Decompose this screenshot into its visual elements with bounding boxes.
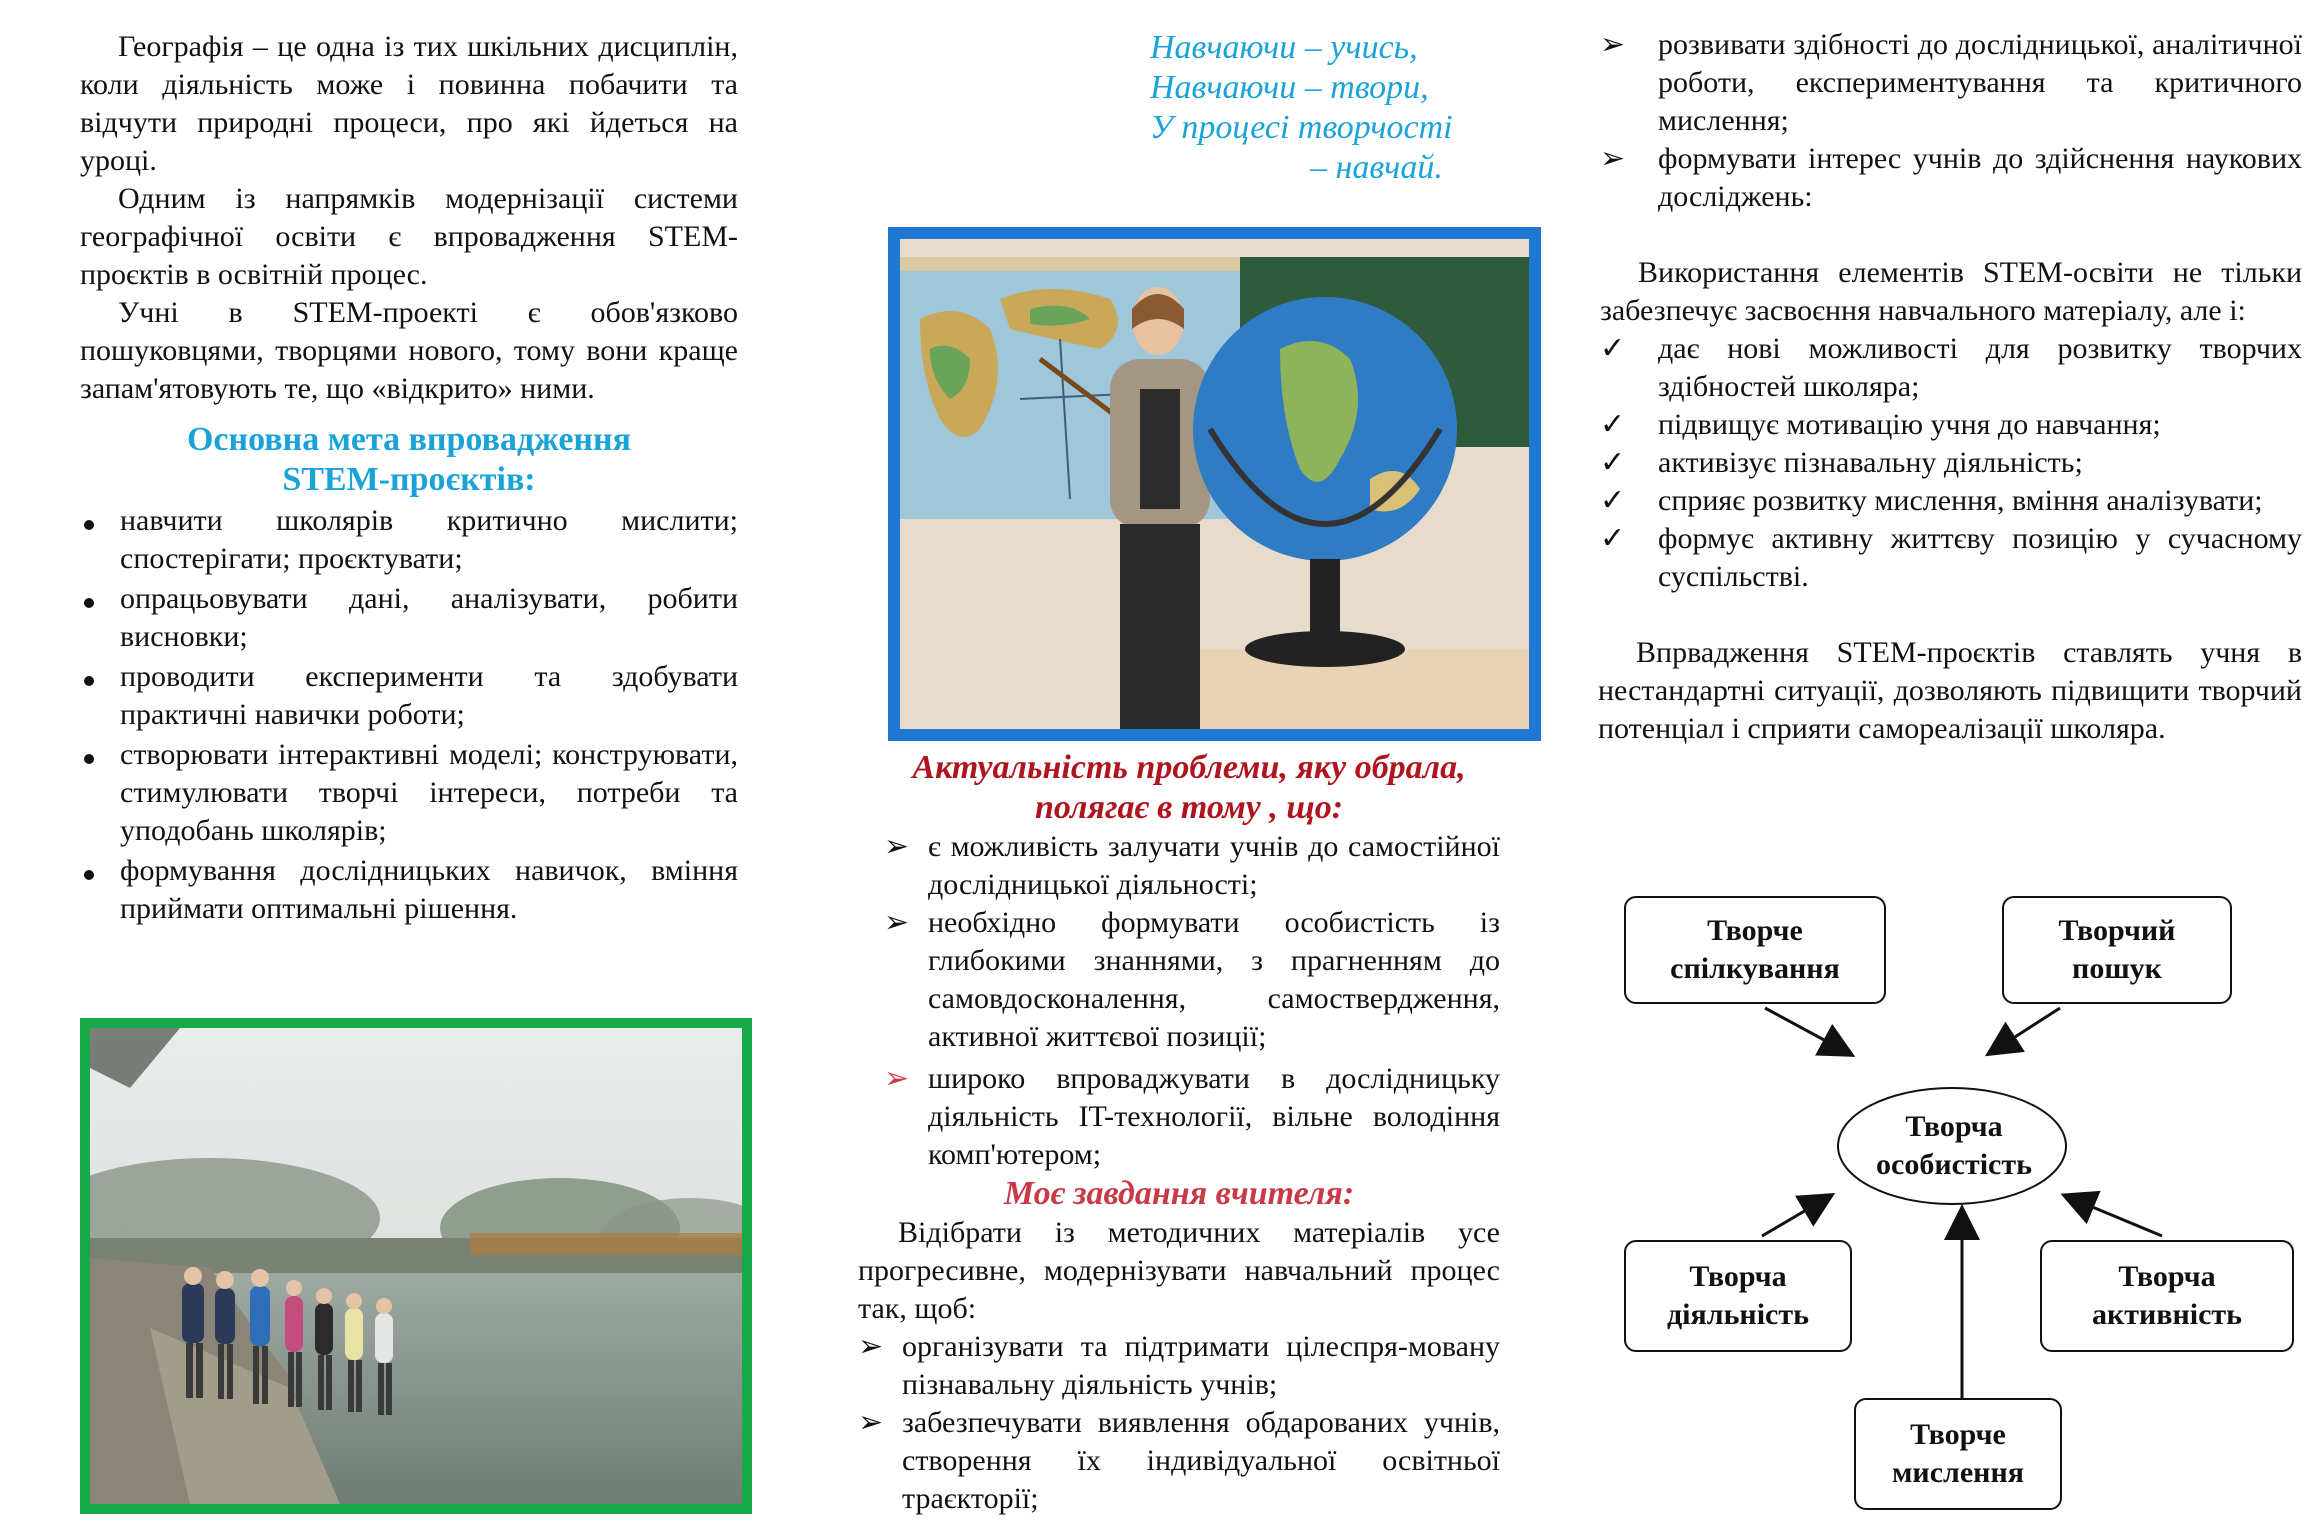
bullet-dot-icon bbox=[80, 852, 116, 890]
task-intro: Відібрати із методичних матеріалів усе прогресивне, модернізувати навчальний процес так, щоб: bbox=[858, 1216, 1500, 1325]
arrow-bullet-icon: ➢ bbox=[1600, 28, 1626, 61]
arrow-top-left bbox=[1765, 1008, 1850, 1054]
arrow-bullet-icon: ➢ bbox=[1600, 142, 1626, 175]
list-item: навчити школярів критично мислити; спостерігати; проєктувати; bbox=[80, 502, 738, 578]
middle-column bbox=[858, 748, 1500, 1518]
lake-scene-image bbox=[90, 1028, 742, 1504]
list-item: ➢ є можливість залучати учнів до самостійної дослідницької діяльності; bbox=[884, 830, 1500, 901]
bullet-dot-icon bbox=[80, 736, 116, 774]
left-column bbox=[80, 0, 738, 928]
list-item: ➢ організувати та підтримати цілеспря-мовану пізнавальну діяльність учнів; bbox=[858, 1330, 1500, 1401]
students-paragraph: Учні в STEM-проекті є обов'язково пошуковцями, творцями нового, тому вони краще запам'ятовують те, що «відкрито» ними. bbox=[80, 296, 738, 405]
motto-line-2: Навчаючи – твори, bbox=[1150, 69, 1429, 106]
students-lake-photo bbox=[80, 1018, 752, 1514]
box-creative-energy: Творча активність bbox=[2040, 1240, 2294, 1352]
arrow-bullet-icon: ➢ bbox=[884, 906, 910, 939]
list-item: ✓ дає нові можливості для розвитку творчих здібностей школяра; bbox=[1600, 332, 2302, 403]
bullet-dot-icon bbox=[80, 580, 116, 618]
list-item: ✓ сприяє розвитку мислення, вміння аналізувати; bbox=[1600, 482, 2302, 520]
center-label: Творча особистість bbox=[1876, 1110, 2032, 1181]
task-list bbox=[858, 1328, 1500, 1518]
bullet-dot-icon bbox=[80, 658, 116, 696]
modernization-paragraph: Одним із напрямків модернізації системи географічної освіти є впровадження STEM-проєктів в освітній процес. bbox=[80, 182, 738, 291]
arrow-top-right bbox=[1990, 1008, 2060, 1053]
list-item: ➢ формувати інтерес учнів до здійснення наукових досліджень: bbox=[1600, 142, 2302, 213]
list-item: проводити експерименти та здобувати практичні навички роботи; bbox=[80, 658, 738, 734]
goal-heading-line1: Основна мета впровадження bbox=[186, 421, 632, 458]
checkmark-icon: ✓ bbox=[1600, 484, 1626, 517]
teacher-photo bbox=[888, 227, 1541, 741]
intro-paragraph: Географія – це одна із тих шкільних дисциплін, коли діяльність може і повинна побачити та відчути природні процеси, про які йдеться на уроці. bbox=[80, 30, 738, 177]
list-item: ➢ забезпечувати виявлення обдарованих учнів, створення їх індивідуальної освітньої траєкторії; bbox=[858, 1406, 1500, 1515]
goal-list bbox=[80, 502, 738, 928]
conclusion-paragraph: Впрвадження STEM-проєктів ставлять учня в нестандартні ситуації, дозволяють підвищити творчий потенціал і сприяти самореалізації школяра. bbox=[1598, 636, 2302, 745]
arrow-bullet-icon: ➢ bbox=[858, 1330, 884, 1363]
list-item: формування дослідницьких навичок, вміння приймати оптимальні рішення. bbox=[80, 852, 738, 928]
arrow-bullet-icon: ➢ bbox=[884, 1062, 910, 1095]
list-item: ➢ розвивати здібності до дослідницької, аналітичної роботи, експериментування та критичного мислення; bbox=[1600, 28, 2302, 137]
motto-line-4: – навчай. bbox=[1310, 149, 1443, 186]
box-creative-search: Творчий пошук bbox=[2002, 896, 2232, 1004]
list-item: створювати інтерактивні моделі; конструювати, стимулювати творчі інтереси, потреби та уподобань школярів; bbox=[80, 736, 738, 850]
arrow-bullet-icon: ➢ bbox=[884, 830, 910, 863]
list-item: ✓ підвищує мотивацію учня до навчання; bbox=[1600, 406, 2302, 444]
list-item: ➢ необхідно формувати особистість із глибокими знаннями, з прагненням до самовдосконалення, самоствердження, активної життєвої позиції; bbox=[884, 906, 1500, 1053]
list-item: ➢ широко впроваджувати в дослідницьку діяльність IT-технології, вільне володіння комп'ютером; bbox=[884, 1062, 1500, 1171]
list-item: опрацьовувати дані, аналізувати, робити висновки; bbox=[80, 580, 738, 656]
checkmark-icon: ✓ bbox=[1600, 408, 1626, 441]
teacher-classroom-image bbox=[900, 239, 1529, 729]
motto-line-1: Навчаючи – учись, bbox=[1150, 29, 1418, 66]
checkmark-icon: ✓ bbox=[1600, 522, 1626, 555]
box-creative-thinking: Творче мислення bbox=[1854, 1398, 2062, 1510]
stem-intro: Використання елементів STEM-освіти не тільки забезпечує засвоєння навчального матеріалу, але і: bbox=[1600, 256, 2302, 327]
relevance-list bbox=[858, 828, 1500, 1174]
task-heading: Моє завдання вчителя: bbox=[1003, 1175, 1355, 1212]
check-list bbox=[1600, 330, 2302, 596]
motto-line-3: У процесі творчості bbox=[1150, 109, 1453, 146]
bullet-dot-icon bbox=[80, 502, 116, 540]
arrow-bullet-icon: ➢ bbox=[858, 1406, 884, 1439]
box-creative-communication: Творче спілкування bbox=[1624, 896, 1886, 1004]
top-arrow-list bbox=[1600, 26, 2302, 216]
arrow-bottom-right bbox=[2066, 1196, 2162, 1236]
right-column bbox=[1600, 26, 2302, 748]
box-creative-activity: Творча діяльність bbox=[1624, 1240, 1852, 1352]
goal-heading-line2: STEM-проєктів: bbox=[282, 461, 536, 498]
checkmark-icon: ✓ bbox=[1600, 332, 1626, 365]
arrow-bottom-left bbox=[1762, 1196, 1830, 1236]
list-item: ✓ формує активну життєву позицію у сучасному суспільстві. bbox=[1600, 522, 2302, 593]
checkmark-icon: ✓ bbox=[1600, 446, 1626, 479]
relevance-heading-line1: Актуальність проблеми, яку обрала, bbox=[912, 749, 1466, 786]
list-item: ✓ активізує пізнавальну діяльність; bbox=[1600, 444, 2302, 482]
relevance-heading-line2: полягає в тому , що: bbox=[1034, 789, 1344, 826]
motto bbox=[1150, 28, 1530, 188]
creative-personality-diagram bbox=[1600, 890, 2300, 1530]
